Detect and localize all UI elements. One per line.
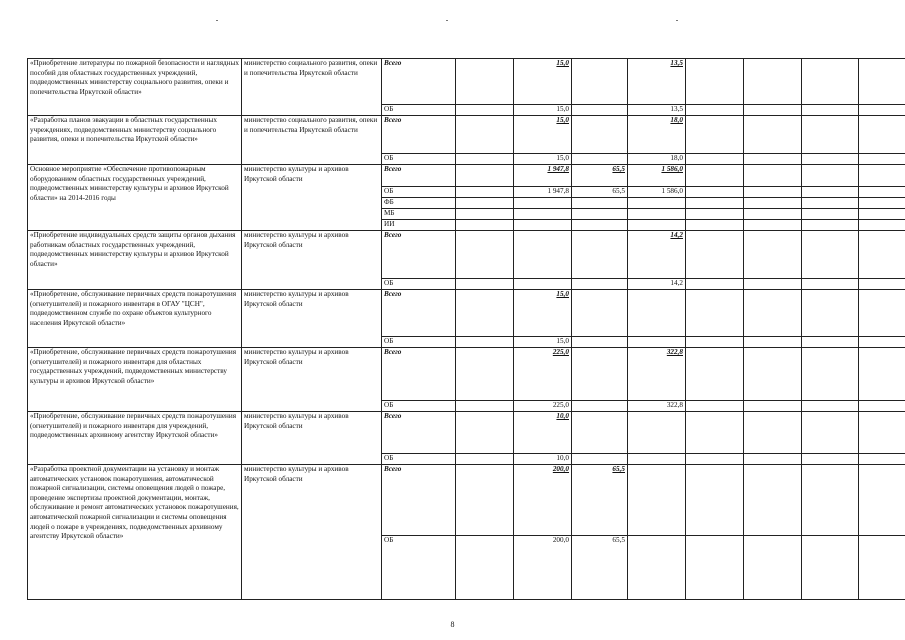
scan-speck — [446, 20, 448, 21]
amount-cell — [744, 348, 802, 401]
table-row — [28, 231, 905, 279]
amount-cell: 65,5 — [572, 465, 628, 536]
amount-cell — [744, 454, 802, 465]
amount-cell — [456, 116, 514, 154]
amount-cell — [859, 105, 905, 116]
amount-cell — [572, 220, 628, 231]
page-number: 8 — [450, 620, 455, 629]
activity-description: «Приобретение, обслуживание первичных средств пожаротушения (огнетушителей) и пожарного инвентаря в ОГАУ "ЦСН", подведомственном службе по охране объектов культурного населения Иркутской области» — [28, 290, 242, 348]
amount-cell — [859, 198, 905, 209]
amount-cell: 200,0 — [514, 536, 572, 600]
amount-cell: 15,0 — [514, 154, 572, 165]
amount-cell — [859, 187, 905, 198]
amount-cell — [859, 154, 905, 165]
amount-cell: 322,8 — [628, 348, 686, 401]
amount-cell — [456, 198, 514, 209]
table-row — [28, 290, 905, 337]
amount-cell — [802, 154, 859, 165]
amount-cell — [456, 165, 514, 187]
amount-cell — [628, 465, 686, 536]
amount-cell: 13,5 — [628, 105, 686, 116]
amount-cell — [456, 337, 514, 348]
amount-cell — [686, 290, 744, 337]
amount-cell — [802, 105, 859, 116]
amount-cell: 65,5 — [572, 165, 628, 187]
amount-cell — [572, 348, 628, 401]
activity-description: «Разработка планов эвакуации в областных государственных учреждениях, подведомственных министерству социального развития, опеки и попечительства Иркутской области» — [28, 116, 242, 165]
amount-cell — [744, 154, 802, 165]
amount-cell — [744, 412, 802, 454]
amount-cell — [859, 279, 905, 290]
amount-cell — [628, 198, 686, 209]
amount-cell — [514, 220, 572, 231]
funding-source-label: Всего — [382, 290, 456, 337]
amount-cell — [744, 465, 802, 536]
amount-cell — [859, 337, 905, 348]
amount-cell — [572, 337, 628, 348]
funding-source-label: ОБ — [382, 536, 456, 600]
amount-cell — [802, 198, 859, 209]
amount-cell — [802, 187, 859, 198]
amount-cell: 225,0 — [514, 348, 572, 401]
amount-cell — [686, 59, 744, 105]
amount-cell — [859, 290, 905, 337]
amount-cell — [744, 220, 802, 231]
amount-cell — [686, 116, 744, 154]
activity-description: «Приобретение индивидуальных средств защиты органов дыхания работникам областных государственных учреждений, подведомственных министерству культуры и архивов Иркутской области» — [28, 231, 242, 290]
amount-cell — [686, 209, 744, 220]
amount-cell — [686, 412, 744, 454]
amount-cell: 14,2 — [628, 279, 686, 290]
amount-cell — [744, 187, 802, 198]
funding-source-label: Всего — [382, 412, 456, 454]
amount-cell — [628, 337, 686, 348]
amount-cell: 18,0 — [628, 154, 686, 165]
table-row — [28, 348, 905, 401]
funding-source-label: Всего — [382, 231, 456, 279]
table-row — [28, 165, 905, 187]
amount-cell — [456, 401, 514, 412]
amount-cell — [628, 209, 686, 220]
funding-source-label: Всего — [382, 348, 456, 401]
amount-cell — [628, 290, 686, 337]
amount-cell — [859, 116, 905, 154]
amount-cell — [744, 105, 802, 116]
amount-cell: 15,0 — [514, 290, 572, 337]
amount-cell — [859, 536, 905, 600]
table-row — [28, 412, 905, 454]
amount-cell — [456, 154, 514, 165]
amount-cell — [744, 337, 802, 348]
amount-cell — [802, 412, 859, 454]
amount-cell — [572, 454, 628, 465]
budget-table — [27, 58, 905, 600]
activity-description: Основное мероприятие «Обеспечение противопожарным оборудованием областных государственных учреждений, подведомственных министерству культуры и архивов Иркутской области» на 2014-2016 годы — [28, 165, 242, 231]
amount-cell: 15,0 — [514, 59, 572, 105]
amount-cell — [572, 401, 628, 412]
amount-cell — [744, 279, 802, 290]
scan-speck — [676, 20, 678, 21]
amount-cell — [456, 209, 514, 220]
amount-cell — [628, 412, 686, 454]
activity-description: «Приобретение, обслуживание первичных средств пожаротушения (огнетушителей) и пожарного инвентаря для областных государственных учреждений, подведомственных министерству культуры и архивов Иркутской области» — [28, 348, 242, 412]
table-row — [28, 59, 905, 105]
amount-cell: 18,0 — [628, 116, 686, 154]
amount-cell — [456, 187, 514, 198]
funding-source-label: ОБ — [382, 187, 456, 198]
funding-source-label: Всего — [382, 165, 456, 187]
amount-cell — [686, 536, 744, 600]
amount-cell — [686, 401, 744, 412]
amount-cell — [572, 116, 628, 154]
amount-cell — [572, 154, 628, 165]
amount-cell — [456, 454, 514, 465]
amount-cell — [628, 220, 686, 231]
funding-source-label: ОБ — [382, 105, 456, 116]
amount-cell — [572, 290, 628, 337]
amount-cell — [456, 465, 514, 536]
amount-cell: 15,0 — [514, 337, 572, 348]
amount-cell — [859, 231, 905, 279]
amount-cell — [572, 59, 628, 105]
amount-cell: 14,2 — [628, 231, 686, 279]
funding-source-label: ОБ — [382, 401, 456, 412]
amount-cell — [514, 209, 572, 220]
executor-cell: министерство культуры и архивов Иркутской области — [242, 348, 382, 412]
amount-cell — [514, 231, 572, 279]
amount-cell: 15,0 — [514, 116, 572, 154]
amount-cell — [802, 165, 859, 187]
amount-cell — [686, 465, 744, 536]
amount-cell: 1 586,0 — [628, 187, 686, 198]
amount-cell: 65,5 — [572, 536, 628, 600]
amount-cell — [859, 454, 905, 465]
executor-cell: министерство культуры и архивов Иркутской области — [242, 165, 382, 231]
amount-cell — [572, 198, 628, 209]
amount-cell — [686, 348, 744, 401]
amount-cell — [859, 348, 905, 401]
amount-cell: 1 586,0 — [628, 165, 686, 187]
amount-cell — [802, 337, 859, 348]
funding-source-label: МБ — [382, 209, 456, 220]
amount-cell: 225,0 — [514, 401, 572, 412]
amount-cell — [859, 59, 905, 105]
amount-cell — [456, 231, 514, 279]
amount-cell — [628, 454, 686, 465]
executor-cell: министерство социального развития, опеки и попечительства Иркутской области — [242, 59, 382, 116]
amount-cell — [744, 59, 802, 105]
funding-source-label: Всего — [382, 116, 456, 154]
amount-cell: 10,0 — [514, 412, 572, 454]
amount-cell — [744, 198, 802, 209]
amount-cell — [686, 454, 744, 465]
amount-cell — [686, 337, 744, 348]
amount-cell — [686, 165, 744, 187]
amount-cell — [686, 154, 744, 165]
table-row — [28, 116, 905, 154]
amount-cell — [802, 116, 859, 154]
amount-cell — [802, 465, 859, 536]
amount-cell — [802, 59, 859, 105]
activity-description: «Приобретение, обслуживание первичных средств пожаротушения (огнетушителей) и пожарного инвентаря для учреждений, подведомственных архивному агентству Иркутской области» — [28, 412, 242, 465]
amount-cell: 1 947,8 — [514, 187, 572, 198]
amount-cell — [859, 401, 905, 412]
amount-cell — [744, 401, 802, 412]
amount-cell — [802, 536, 859, 600]
funding-source-label: Всего — [382, 465, 456, 536]
amount-cell — [456, 220, 514, 231]
amount-cell — [802, 279, 859, 290]
amount-cell — [686, 187, 744, 198]
amount-cell — [456, 105, 514, 116]
amount-cell — [456, 290, 514, 337]
amount-cell — [859, 165, 905, 187]
amount-cell — [456, 279, 514, 290]
activity-description: «Разработка проектной документации на установку и монтаж автоматических установок пожаротушения, автоматической пожарной сигнализации, системы оповещения людей о пожаре, проведение экспертизы проектной документации, монтаж, обслуживание и ремонт автоматических установок пожаротушения, автоматической пожарной сигнализации и системы оповещения людей о пожаре в учреждениях, подведомственных архивному агентству Иркутской области» — [28, 465, 242, 600]
amount-cell — [802, 209, 859, 220]
amount-cell — [686, 279, 744, 290]
amount-cell: 15,0 — [514, 105, 572, 116]
amount-cell — [802, 401, 859, 412]
amount-cell — [456, 412, 514, 454]
amount-cell: 10,0 — [514, 454, 572, 465]
amount-cell: 322,8 — [628, 401, 686, 412]
amount-cell — [514, 198, 572, 209]
amount-cell — [859, 412, 905, 454]
amount-cell — [514, 279, 572, 290]
amount-cell — [744, 536, 802, 600]
executor-cell: министерство культуры и архивов Иркутской области — [242, 465, 382, 600]
amount-cell — [802, 348, 859, 401]
amount-cell — [572, 105, 628, 116]
amount-cell — [802, 231, 859, 279]
amount-cell — [802, 220, 859, 231]
amount-cell — [572, 279, 628, 290]
funding-source-label: ОБ — [382, 154, 456, 165]
funding-source-label: ФБ — [382, 198, 456, 209]
amount-cell — [628, 536, 686, 600]
table-body — [28, 59, 905, 600]
amount-cell — [686, 198, 744, 209]
amount-cell — [859, 465, 905, 536]
funding-source-label: Всего — [382, 59, 456, 105]
amount-cell — [572, 209, 628, 220]
executor-cell: министерство культуры и архивов Иркутской области — [242, 231, 382, 290]
amount-cell — [572, 231, 628, 279]
amount-cell — [859, 220, 905, 231]
amount-cell: 65,5 — [572, 187, 628, 198]
executor-cell: министерство культуры и архивов Иркутской области — [242, 290, 382, 348]
funding-source-label: ИИ — [382, 220, 456, 231]
funding-source-label: ОБ — [382, 279, 456, 290]
amount-cell: 13,5 — [628, 59, 686, 105]
amount-cell: 200,0 — [514, 465, 572, 536]
amount-cell: 1 947,8 — [514, 165, 572, 187]
amount-cell — [686, 105, 744, 116]
amount-cell — [456, 348, 514, 401]
amount-cell — [572, 412, 628, 454]
amount-cell — [802, 290, 859, 337]
amount-cell — [456, 59, 514, 105]
scan-speck — [216, 20, 218, 21]
activity-description: «Приобретение литературы по пожарной безопасности и наглядных пособий для областных государственных учреждений, подведомственных министерству социального развития, опеки и попечительства Иркутской области» — [28, 59, 242, 116]
amount-cell — [686, 231, 744, 279]
executor-cell: министерство социального развития, опеки и попечительства Иркутской области — [242, 116, 382, 165]
amount-cell — [744, 231, 802, 279]
amount-cell — [456, 536, 514, 600]
table-row — [28, 465, 905, 536]
funding-source-label: ОБ — [382, 337, 456, 348]
amount-cell — [859, 209, 905, 220]
funding-source-label: ОБ — [382, 454, 456, 465]
amount-cell — [686, 220, 744, 231]
executor-cell: министерство культуры и архивов Иркутской области — [242, 412, 382, 465]
amount-cell — [744, 290, 802, 337]
amount-cell — [744, 116, 802, 154]
amount-cell — [744, 165, 802, 187]
amount-cell — [802, 454, 859, 465]
amount-cell — [744, 209, 802, 220]
